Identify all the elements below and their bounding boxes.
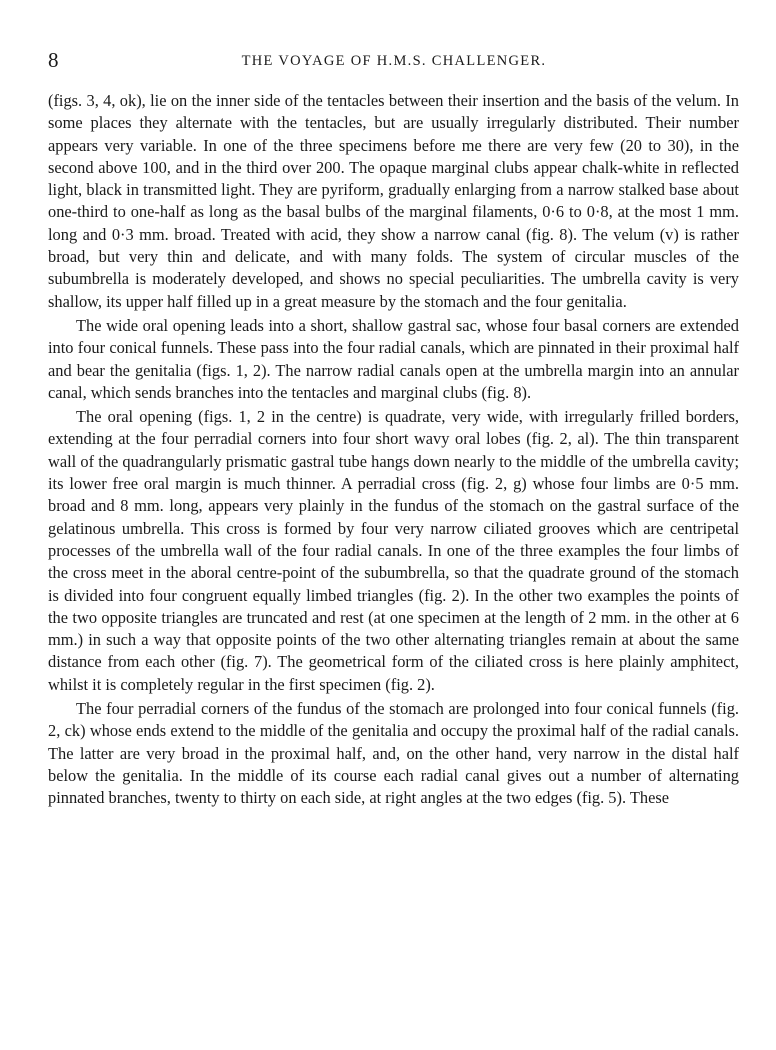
body-text xyxy=(48,90,739,810)
paragraph-1: (figs. 3, 4, ok), lie on the inner side of the tentacles between their insertion and the basis of the velum. In some places they alternate with the tentacles, but are usually irregularly distributed. Their number appears very variable. In one of the three specimens before me there are very few (20 to 30), in the second above 100, and in the third over 200. The opaque marginal clubs appear chalk-white in reflected light, black in transmitted light. They are pyriform, gradually enlarging from a narrow stalked base about one-third to one-half as long as the basal bulbs of the marginal filaments, 0·6 to 0·8, at the most 1 mm. long and 0·3 mm. broad. Treated with acid, they show a narrow canal (fig. 8). The velum (v) is rather broad, but very thin and delicate, and with many folds. The system of circular muscles of the subumbrella is moderately developed, and shows no special peculiarities. The umbrella cavity is very shallow, its upper half filled up in a great measure by the stomach and the four genitalia. xyxy=(48,91,739,311)
page-header xyxy=(48,48,740,72)
page-number: 8 xyxy=(48,48,59,72)
paragraph-4: The four perradial corners of the fundus of the stomach are prolonged into four conical funnels (fig. 2, ck) whose ends extend to the middle of the genitalia and occupy the proximal half of the radial canals. The latter are very broad in the proximal half, and, on the other hand, very narrow in the distal half below the genitalia. In the middle of its course each radial canal gives out a number of alternating pinnated branches, twenty to thirty on each side, at right angles at the two edges (fig. 5). These xyxy=(48,699,739,808)
paragraph-2: The wide oral opening leads into a short, shallow gastral sac, whose four basal corners are extended into four conical funnels. These pass into the four radial canals, which are pinnated in their proximal half and bear the genitalia (figs. 1, 2). The narrow radial canals open at the umbrella margin into an annular canal, which sends branches into the tentacles and marginal clubs (fig. 8). xyxy=(48,315,739,402)
paragraph-3: The oral opening (figs. 1, 2 in the centre) is quadrate, very wide, with irregularly frilled borders, extending at the four perradial corners into four short wavy oral lobes (fig. 2, al). The thin transparent wall of the quadrangularly prismatic gastral tube hangs down nearly to the middle of the umbrella cavity; its lower free oral margin is much thinner. A perradial cross (fig. 2, g) whose four limbs are 0·5 mm. broad and 8 mm. long, appears very plainly in the fundus of the stomach on the gastral surface of the gelatinous umbrella. This cross is formed by four very narrow ciliated grooves which are centripetal processes of the umbrella wall of the four radial canals. In one of the three examples the four limbs of the cross meet in the aboral centre-point of the subumbrella, so that the quadrate ground of the stomach is divided into four congruent equally limbed triangles (fig. 2). In the other two examples the points of the two opposite triangles are truncated and rest (at one specimen at the length of 2 mm. in the other at 6 mm.) in such a way that opposite points of the two other alternating triangles remain at about the same distance from each other (fig. 7). The geometrical form of the ciliated cross is here plainly amphitect, whilst it is completely regular in the first specimen (fig. 2). xyxy=(48,407,739,694)
running-title: THE VOYAGE OF H.M.S. CHALLENGER. xyxy=(241,53,547,69)
